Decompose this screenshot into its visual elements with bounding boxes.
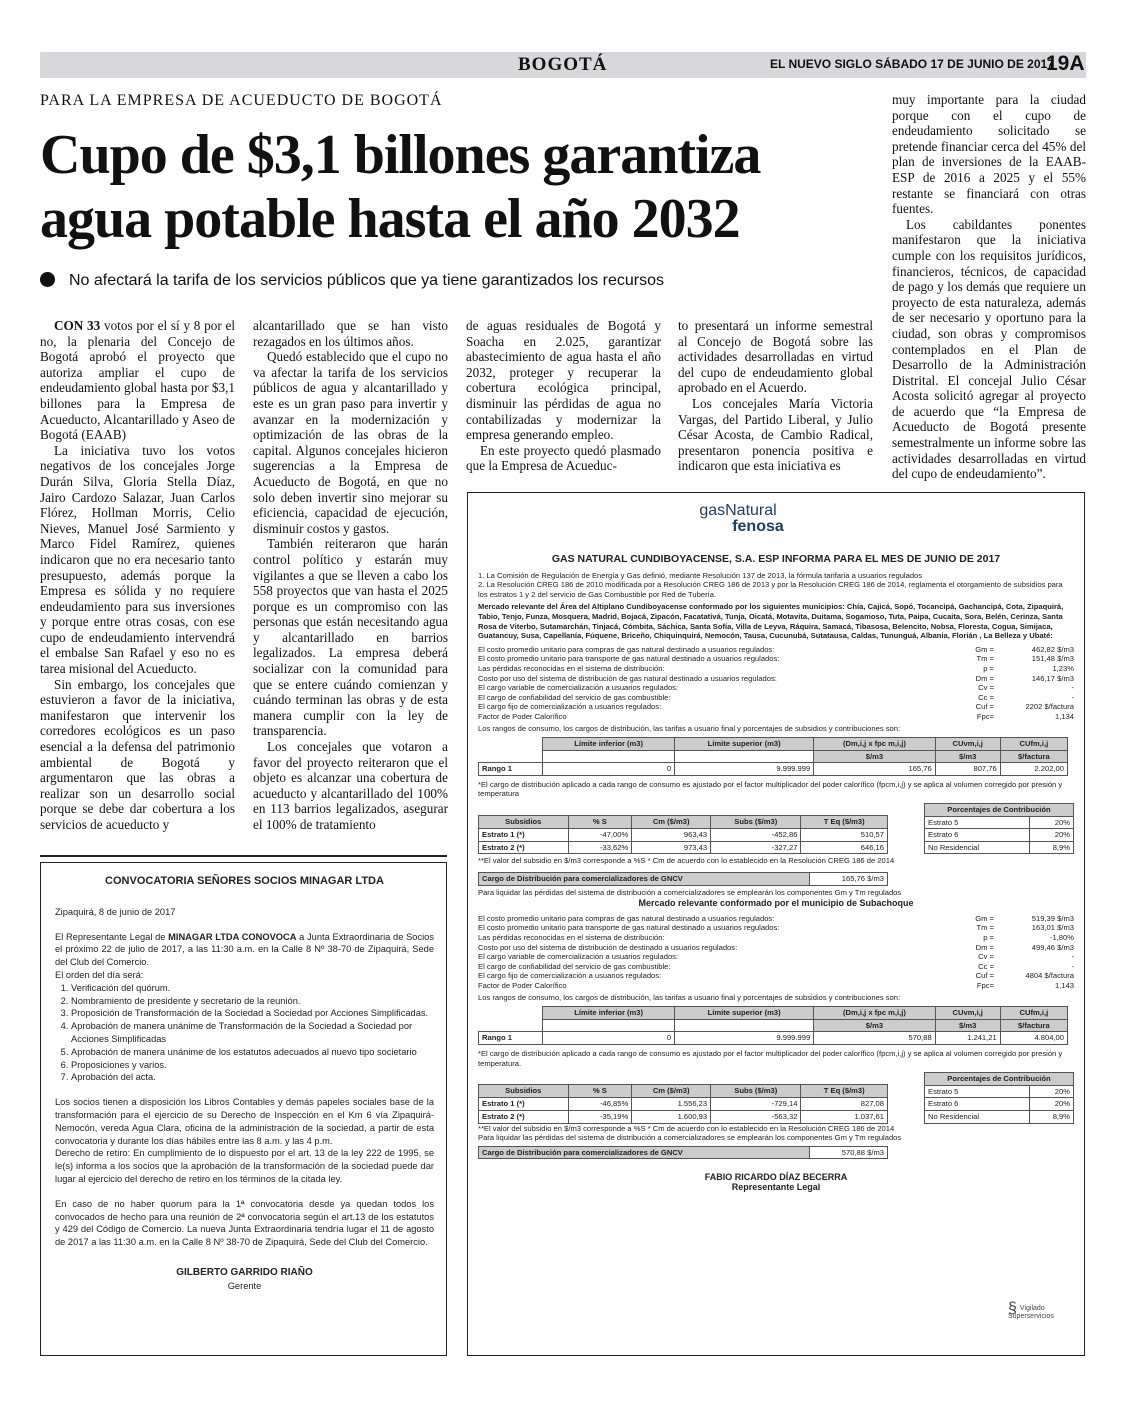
cost-value: - — [1071, 952, 1074, 962]
table-cell: 1.600,93 — [632, 1110, 711, 1123]
table-cell: 1.241,21 — [935, 1032, 1000, 1045]
table-cell: Estrato 5 — [925, 816, 1030, 829]
lead-words: CON 33 — [54, 318, 101, 333]
gncv-label-2: Cargo de Distribución para comercializadores de GNCV — [479, 1146, 810, 1159]
bullet-icon — [40, 272, 55, 287]
agenda-item: 2. Nombramiento de presidente y secretario de la reunión. — [71, 995, 434, 1008]
table-header-cell: (Dm,i,j x fpc m,i,j) — [814, 738, 936, 751]
col4-paragraph-2: Los concejales María Victoria Vargas, del Partido Liberal, y Julio César Acosta, de Cambio Radical, presentaron ponencia positiva e indicaron que esta iniciativa es — [678, 395, 873, 474]
table-cell: No Residencial — [925, 1110, 1030, 1123]
gas-rangos-text: Los rangos de consumo, los cargos de distribución, las tarifas a usuario final y porcentajes de subsidios y contribuciones son: — [478, 723, 901, 733]
gas-sub-note-1: **El valor del subsidio en $/m3 corresponde a %S * Cm de acuerdo con lo establecido en la Resolución CREG 186 de 2014 — [478, 856, 895, 866]
cost-symbol: Gm = — [975, 644, 994, 654]
gas-natural-notice — [467, 492, 1085, 1356]
cost-symbol: Cc = — [978, 961, 994, 971]
table-cell: 827,08 — [801, 1097, 888, 1110]
table-cell: 963,43 — [632, 828, 711, 841]
table-row — [479, 1110, 888, 1123]
cost-symbol: Gm = — [975, 913, 994, 923]
cost-value: 1,134 — [1054, 711, 1074, 721]
table-cell: -452,86 — [711, 828, 801, 841]
table-cell: 9.999.999 — [675, 763, 814, 776]
cost-label: El costo promedio unitario para transporte de gas natural destinado a usuarios regulados: — [478, 923, 780, 933]
table-header-cell: % S — [568, 816, 632, 829]
gas-mercado-1: Mercado relevante del Área del Altiplano Cundiboyacense conformado por los siguientes municipios: Chía, Cajicá, Sopó, Tocancipá, Gachancipá, Cota, Zipaquirá, Tabio, Tenjo, Funza, Mosquera, Madrid, Bojacá, Zipacón, Facatativá, Tunja, Oicatá, Motavita, Duitama, Sogamoso, Tuta, Paipa, Cucaita, Sora, Belén, Cerinza, Santa Rosa de Viterbo, Sutamarchán, Tinjacá, Cómbita, Sáchica, Santa Sofía, Villa de Leyva, Ráquira, Samacá, Tibasosa, Belencito, Nobsa, Floresta, Cogua, Simijaca, Guatancuy, Susa, Capellanía, Fúquene, Briceño, Chiquinquirá, Nemocón, Tausa, Cucunubá, Sutatausa, Caldas, Tununguá, Albania, Florián , La Belleza y Ubaté: — [478, 602, 1064, 641]
minagar-libros: Los socios tienen a disposición los Libros Contables y demás papeles sociales base de la transformación para el ejercicio de su Derecho de Inspección en el Km 6 vía Zipaquirá-Nemocón, vereda Agua Clara, oficina de la administración de la sociedad, a partir de esta convocatoria y durante los días hábiles entre las 8 a.m. y las 4 p.m. — [55, 1097, 434, 1146]
table-cell: 646,16 — [801, 841, 888, 854]
gas-rango-table-1 — [478, 737, 1068, 776]
cost-label: Las pérdidas reconocidas en el sistema de distribución: — [478, 933, 665, 942]
gas-mercado-2: Mercado relevante conformado por el municipio de Subachoque — [638, 898, 914, 909]
table-cell: 20% — [1030, 1085, 1074, 1098]
cost-row — [478, 702, 1074, 712]
gas-title: GAS NATURAL CUNDIBOYACENSE, S.A. ESP INFORMA PARA EL MES DE JUNIO DE 2017 — [551, 553, 1001, 565]
table-row — [925, 1110, 1074, 1123]
cost-row — [478, 645, 1074, 655]
agenda-item: 5. Aprobación de manera unánime de los estatutos adecuados al nuevo tipo societario — [71, 1046, 434, 1059]
table-units-cell: $/m3 — [935, 1019, 1000, 1032]
minagar-retiro: Derecho de retiro: En cumplimiento de lo dispuesto por el art. 13 de la ley 222 de 1995, se le(s) informa a los socios que la aprobación de la transformación de la sociedad puede dar lugar al ejercicio del derecho de retiro en los términos de la citada ley. — [55, 1148, 434, 1184]
table-header-cell: CUfm,i,j — [1000, 1007, 1067, 1020]
col2-paragraph-1: alcantarillado que se han visto rezagados en los últimos años. — [253, 318, 448, 349]
gas-contrib-table-2 — [924, 1072, 1074, 1123]
cost-value: 1,143 — [1054, 980, 1074, 990]
table-header-cell: Cm ($/m3) — [632, 1085, 711, 1098]
table-units-cell — [675, 750, 814, 763]
table-cell: 0 — [543, 1032, 675, 1045]
cost-row — [478, 693, 1074, 703]
gncv-label: Cargo de Distribución para comercializadores de GNCV — [479, 873, 810, 886]
table-cell: Rango 1 — [479, 763, 543, 776]
minagar-intro: El Representante Legal de MINAGAR LTDA CONOVOCA a Junta Extraordinaria de Socios el próximo 22 de julio de 2017, a las 11:30 a.m. en la Calle 8 Nº 38-70 de Zipaquirá, Sede del Club del Comercio. — [55, 931, 434, 968]
cost-value: - — [1071, 961, 1074, 971]
cost-value: 462,82 $/m3 — [1031, 644, 1074, 654]
table-header-cell — [479, 738, 543, 751]
table-header-cell: Límite superior (m3) — [675, 738, 814, 751]
table-header-row — [479, 1085, 888, 1098]
minagar-quorum: En caso de no haber quorum para la 1ª convocatoria desde ya quedan todos los convocados de hecho para una reunión de 2ª convocatoria según el art.13 de los estatutos y 429 del Código de Comercio. La nueva Junta Extraordinaria tendría lugar el 11 de agosto de 2017 a las 11:30 a.m. en la Calle 8 Nº 38-70 de Zipaquirá, Sede del Club del Comercio. — [55, 1198, 434, 1248]
table-header-cell: CUfm,i,j — [1000, 738, 1067, 751]
table-row — [925, 841, 1074, 854]
minagar-notice — [40, 862, 447, 1356]
table-units-cell — [675, 1019, 814, 1032]
cost-row — [478, 674, 1074, 684]
cost-row — [478, 952, 1074, 962]
table-cell: Estrato 2 (*) — [479, 841, 569, 854]
table-cell: -47,00% — [568, 828, 632, 841]
table-units-cell — [479, 750, 543, 763]
agenda-item: 4. Aprobación de manera unánime de Transformación de la Sociedad a Sociedad por Acciones Simplificadas — [71, 1020, 434, 1046]
cost-symbol: Cv = — [978, 952, 994, 962]
cost-symbol: Cuf = — [975, 702, 994, 712]
col3-paragraph-2: En este proyecto quedó plasmado que la Empresa de Acueduc- — [466, 442, 661, 474]
table-row — [925, 816, 1074, 829]
article-column-4 — [678, 318, 873, 474]
cost-symbol: Cuf = — [975, 971, 994, 981]
table-cell: 20% — [1030, 1098, 1074, 1111]
table-cell: 570,88 — [814, 1032, 936, 1045]
col4-paragraph-1: to presentará un informe semestral al Concejo de Bogotá sobre las actividades desarrolladas en virtud del cupo de endeudamiento global aprobado en el Acuerdo. — [678, 318, 873, 396]
cost-label: El cargo variable de comercialización a usuarios regulados: — [478, 683, 679, 693]
table-header-cell: Subs ($/m3) — [711, 1085, 801, 1098]
table-header-cell: (Dm,i,j x fpc m,i,j) — [814, 1007, 936, 1020]
col1-paragraph-1: votos por el sí y 8 por el no, la plenaria del Concejo de Bogotá aprobó el proyecto que autoriza ampliar el cupo de endeudamiento global hasta por $3,1 billones para la Empresa de Acueducto, Alcantarillado y Aseo de Bogotá (EAAB) — [40, 318, 235, 443]
agenda-item: 7. Aprobación del acta. — [71, 1071, 434, 1084]
table-cell: 2.202,00 — [1000, 763, 1067, 776]
article-column-1 — [40, 318, 235, 833]
table-units-cell — [479, 1019, 543, 1032]
gas-subsidy-table-2 — [478, 1084, 888, 1123]
col5-paragraph-2: Los cabildantes ponentes manifestaron que la iniciativa cumple con los requisitos jurídicos, financieros, técnicos, de capacidad de pago y los demás que requiere un proyecto de esta naturaleza, además de ser necesario y oportuno para la ciudad, son obras y compromisos contemplados en el Plan de Desarrollo de la Administración Distrital. El concejal Julio César Acosta solicitó agregar al proyecto de acuerdo que “la Empresa de Acueducto de Bogotá presente semestralmente un informe sobre las actividades desarrolladas en virtud del cupo de endeudamiento”. — [892, 216, 1086, 482]
table-row — [479, 763, 1068, 776]
article-column-5 — [892, 92, 1086, 482]
table-row — [479, 841, 888, 854]
table-cell: 807,76 — [935, 763, 1000, 776]
headline-line-2: agua potable hasta el año 2032 — [40, 188, 740, 250]
gas-costs-1 — [478, 645, 1074, 722]
table-cell: 973,43 — [632, 841, 711, 854]
agenda-item: 3. Proposición de Transformación de la Sociedad a Sociedad por Acciones Simplificadas. — [71, 1007, 434, 1020]
cost-value: 519,39 $/m3 — [1031, 913, 1074, 923]
table-cell: 165,76 — [814, 763, 936, 776]
table-header-cell: Porcentajes de Contribución — [925, 804, 1074, 817]
table-cell: 510,57 — [801, 828, 888, 841]
gncv-value-2: 570,88 $/m3 — [809, 1146, 887, 1159]
gas-costs-2 — [478, 914, 1074, 991]
cost-symbol: Tm = — [976, 923, 994, 933]
cost-symbol: Fpc= — [976, 711, 994, 721]
table-cell: 1.556,23 — [632, 1097, 711, 1110]
cost-label: El costo promedio unitario para compras de gas natural destinado a usuarios regulados: — [478, 913, 775, 923]
agenda-item: 1. Verificación del quórum. — [71, 982, 434, 995]
cost-symbol: p = — [983, 663, 994, 673]
table-cell: -33,62% — [568, 841, 632, 854]
col1-paragraph-2: La iniciativa tuvo los votos negativos de los concejales Jorge Durán Silva, Gloria Stella Díaz, Jairo Cardozo Salazar, Juan Carlos Flórez, Hollman Morris, Celio Nieves, Manuel José Sarmiento y Marco Fidel Ramírez, quienes indicaron que no era necesario tanto presupuesto, además porque la Empresa es sólida y no requiere endeudamiento para sus inversiones y porque entre otras cosas, con ese cupo de endeudamiento intervendrá el embalse San Rafael y eso no es tarea misional del Acueducto. — [40, 442, 235, 677]
table-header-cell: T Eq ($/m3) — [801, 1085, 888, 1098]
table-header-cell: Subs ($/m3) — [711, 816, 801, 829]
table-units-cell — [543, 750, 675, 763]
table-units-cell: $/m3 — [935, 750, 1000, 763]
table-units-cell: $/factura — [1000, 1019, 1067, 1032]
cost-value: 151,48 $/m3 — [1031, 654, 1074, 664]
table-header-cell: Límite inferior (m3) — [543, 1007, 675, 1020]
table-cell: 8,9% — [1030, 1110, 1074, 1123]
gas-gncv-table-2 — [478, 1146, 888, 1160]
gas-rangos-text-2: Los rangos de consumo, los cargos de distribución, las tarifas a usuario final y porcentajes de subsidios y contribuciones son: — [478, 992, 901, 1002]
table-header-row — [479, 738, 1068, 751]
cost-symbol: Dm = — [975, 942, 994, 952]
gas-gncv-table-1 — [478, 872, 888, 886]
table-cell: Estrato 1 (*) — [479, 1097, 569, 1110]
table-header-cell: CUvm,i,j — [935, 1007, 1000, 1020]
table-units-cell: $/m3 — [814, 1019, 936, 1032]
cost-label: El costo promedio unitario para compras de gas natural destinado a usuarios regulados: — [478, 644, 775, 654]
subhead-text: No afectará la tarifa de los servicios públicos que ya tiene garantizados los recursos — [69, 272, 664, 289]
table-header-row — [479, 1007, 1068, 1020]
table-row — [479, 1032, 1068, 1045]
cost-label: Las pérdidas reconocidas en el sistema de distribución: — [478, 663, 665, 673]
table-cell: 9.999.999 — [675, 1032, 814, 1045]
cost-row — [478, 683, 1074, 693]
table-cell: No Residencial — [925, 841, 1030, 854]
table-cell: 1.037,61 — [801, 1110, 888, 1123]
cost-value: 2202 $/factura — [1025, 702, 1074, 712]
col5-paragraph-1: muy importante para la ciudad porque con el cupo de endeudamiento solicitado se pretende financiar cerca del 45% del plan de inversiones de la EAAB-ESP de 2016 a 2025 y el 55% restante se financiará con otras fuentes. — [892, 92, 1086, 217]
cost-value: - — [1071, 692, 1074, 702]
gas-contrib-table-1 — [924, 803, 1074, 854]
cost-label: El cargo de confiabilidad del servicio de gas combustible: — [478, 692, 671, 702]
table-cell: 4.804,00 — [1000, 1032, 1067, 1045]
cost-symbol: Cc = — [978, 692, 994, 702]
cost-value: 163,01 $/m3 — [1031, 923, 1074, 933]
cost-symbol: Tm = — [976, 654, 994, 664]
article-headline — [40, 123, 870, 251]
table-row — [925, 829, 1074, 842]
article-subhead — [40, 272, 880, 290]
cost-value: -1,80% — [1049, 933, 1074, 942]
cost-row — [478, 943, 1074, 953]
gas-perdidas-note-2: Para liquidar las pérdidas del sistema de distribución a comercializadores se emplearán los componentes Gm y Tm regulados — [478, 1133, 902, 1143]
article-column-2 — [253, 318, 448, 833]
table-header-cell: T Eq ($/m3) — [801, 816, 888, 829]
cost-label: Costo por uso del sistema de distribución de gas natural destinado a usuarios regulados: — [478, 673, 777, 683]
table-cell: -46,85% — [568, 1097, 632, 1110]
table-header-cell: Subsidios — [479, 1085, 569, 1098]
table-cell: Estrato 2 (*) — [479, 1110, 569, 1123]
table-row — [479, 1097, 888, 1110]
table-header-cell — [479, 1007, 543, 1020]
table-cell: Estrato 6 — [925, 1098, 1030, 1111]
page-number: 19A — [1046, 52, 1085, 75]
gas-perdidas-note: Para liquidar las pérdidas del sistema de distribución a comercializadores se emplearán los componentes Gm y Tm regulados — [478, 887, 902, 897]
col1-paragraph-3: Sin embargo, los concejales que estuvieron a favor de la iniciativa, manifestaron que intervenir los corredores ecológicos es un paso esencial a la defensa del patrimonio ambiental de Bogotá y argumentaron que las obras a realizar son un desarrollo social porque se debe dar cobertura a los servicios de acueducto y — [40, 676, 235, 832]
table-units-row — [479, 750, 1068, 763]
minagar-orden: El orden del día será: — [55, 969, 144, 980]
gas-signer: FABIO RICARDO DÍAZ BECERRA — [704, 1172, 848, 1183]
table-cell: -327,27 — [711, 841, 801, 854]
cost-row — [478, 962, 1074, 972]
table-row — [925, 1085, 1074, 1098]
cost-label: El cargo fijo de comercialización a usuarios regulados: — [478, 971, 662, 981]
gas-note-2: 2. La Resolución CREG 186 de 2010 modificada por a Resolución CREG 186 de 2013 y por la Resolución CREG 186 de 2014, reglamenta el otorgamiento de subsidios para los estratos 1 y 2 del servicio de Gas Combustible por Red de Tubería. — [478, 580, 1063, 599]
table-header-cell: Cm ($/m3) — [632, 816, 711, 829]
table-units-cell — [543, 1019, 675, 1032]
table-header-cell: Límite superior (m3) — [675, 1007, 814, 1020]
table-units-row — [479, 1019, 1068, 1032]
table-cell: 8,9% — [1030, 841, 1074, 854]
cost-label: Factor de Poder Calorífico — [478, 711, 567, 721]
cost-row — [478, 971, 1074, 981]
cost-row — [478, 654, 1074, 664]
cost-row — [478, 923, 1074, 933]
table-cell: Estrato 5 — [925, 1085, 1030, 1098]
cost-label: El cargo fijo de comercialización a usuarios regulados: — [478, 702, 662, 712]
table-cell: Estrato 1 (*) — [479, 828, 569, 841]
minagar-title: CONVOCATORIA SEÑORES SOCIOS MINAGAR LTDA — [105, 875, 384, 887]
table-units-cell: $/factura — [1000, 750, 1067, 763]
divider — [40, 855, 447, 857]
article-kicker: PARA LA EMPRESA DE ACUEDUCTO DE BOGOTÁ — [40, 92, 443, 109]
table-cell: -729,14 — [711, 1097, 801, 1110]
col2-paragraph-4: Los concejales que votaron a favor del proyecto reiteraron que el objeto es alcanzar una cobertura de acueducto y alcantarillado del 100% en 113 barrios legalizados, asegurar el 100% de tratamiento — [253, 739, 448, 832]
table-header-row — [925, 1073, 1074, 1086]
table-cell: -563,32 — [711, 1110, 801, 1123]
cost-row — [478, 664, 1074, 674]
gas-signer-role: Representante Legal — [731, 1181, 821, 1192]
cost-label: El costo promedio unitario para transporte de gas natural destinado a usuarios regulados: — [478, 654, 780, 664]
col2-paragraph-3: También reiteraron que harán control político y estarán muy vigilantes a que se lleven a cabo los 558 proyectos que van hasta el 2025 porque es un compromiso con las personas que están necesitando agua y alcantarillado en barrios legalizados. La empresa deberá socializar con la comunidad para que se entere cuándo comienzan y cuándo terminan las obras y de esta manera cumplir con la ley de transparencia. — [253, 536, 448, 739]
cost-row — [478, 981, 1074, 991]
vigilado-superservicios-logo: § Vigilado Superservicios — [1008, 1300, 1054, 1320]
agenda-item: 6. Proposiciones y varios. — [71, 1059, 434, 1072]
gas-rango-table-2 — [478, 1006, 1068, 1045]
gncv-value: 165,76 $/m3 — [809, 873, 887, 886]
date-line: EL NUEVO SIGLO SÁBADO 17 DE JUNIO DE 2017 — [770, 57, 1054, 71]
table-cell: Rango 1 — [479, 1032, 543, 1045]
table-cell: Estrato 6 — [925, 829, 1030, 842]
gas-subsidy-table-1 — [478, 815, 888, 854]
cost-value: 146,17 $/m3 — [1031, 673, 1074, 683]
col3-paragraph-1: de aguas residuales de Bogotá y Soacha en 2.025, garantizar abastecimiento de agua hasta el año 2032, proteger y recuperar la cobertura ecológica principal, disminuir las pérdidas de agua no contabilizadas y modernizar la empresa generando empleo. — [466, 318, 661, 443]
cost-value: 1,23% — [1052, 663, 1074, 673]
cost-symbol: Cv = — [978, 683, 994, 693]
table-header-cell: % S — [568, 1085, 632, 1098]
minagar-signer-role: Gerente — [227, 1280, 262, 1291]
cost-value: - — [1071, 683, 1074, 693]
table-cell: 20% — [1030, 816, 1074, 829]
article-column-3 — [466, 318, 661, 474]
table-header-row — [925, 804, 1074, 817]
cost-label: Costo por uso del sistema de distribución de destinado a usuarios regulados: — [478, 942, 738, 952]
cost-label: El cargo de confiabilidad del servicio de gas combustible: — [478, 961, 671, 971]
section-name: BOGOTÁ — [518, 54, 608, 75]
minagar-agenda — [55, 982, 434, 1084]
cost-row — [478, 712, 1074, 722]
cost-symbol: p = — [983, 933, 994, 942]
minagar-signer: GILBERTO GARRIDO RIAÑO — [176, 1266, 313, 1278]
cost-symbol: Dm = — [975, 673, 994, 683]
table-header-cell: CUvm,i,j — [935, 738, 1000, 751]
cost-row — [478, 933, 1074, 943]
table-row — [479, 828, 888, 841]
col2-paragraph-2: Quedó establecido que el cupo no va afectar la tarifa de los servicios públicos de agua y alcantarillado y este es un gran paso para invertir y avanzar en la modernización y optimización de las obras de la capital. Algunos concejales hicieron sugerencias a la Empresa de Acueducto de Bogotá, en que no solo deben invertir sino mejorar su eficiencia, capacidad de ejecución, disminuir costos y gastos. — [253, 349, 448, 536]
table-row — [925, 1098, 1074, 1111]
table-header-cell: Subsidios — [479, 816, 569, 829]
superservicios-icon: § — [1008, 1300, 1017, 1317]
gas-note-1: 1. La Comisión de Regulación de Energía y Gas definió, mediante Resolución 137 de 2013, la fórmula tarifaria a usuarios regulados — [478, 570, 923, 580]
table-cell: -35,19% — [568, 1110, 632, 1123]
cost-row — [478, 914, 1074, 924]
table-header-cell: Límite inferior (m3) — [543, 738, 675, 751]
table-units-cell: $/m3 — [814, 750, 936, 763]
cost-value: 499,46 $/m3 — [1031, 942, 1074, 952]
cost-value: 4804 $/factura — [1025, 971, 1074, 981]
gas-cargo-note-2: *El cargo de distribución aplicado a cada rango de consumo es ajustado por el factor multiplicador del poder calorífico (fpcm,i,j) y se aplica al volumen corregido por presión y temperatura. — [478, 1048, 1063, 1068]
gas-cargo-note-1: *El cargo de distribución aplicado a cada rango de consumo es ajustado por el factor multiplicador del poder calorífico (fpcm,i,j) y se aplica al volumen corregido por presión y temperatura — [478, 779, 1063, 799]
gas-sub-note-2: **El valor del subsidio en $/m3 corresponde a %S * Cm de acuerdo con lo establecido en la Resolución CREG 186 de 2014 — [478, 1123, 895, 1133]
minagar-date: Zipaquirá, 8 de junio de 2017 — [55, 906, 176, 917]
cost-label: El cargo variable de comercialización a usuarios regulados: — [478, 952, 679, 962]
gas-natural-logo: gasNatural fenosa — [699, 502, 784, 535]
table-header-row — [479, 816, 888, 829]
headline-line-1: Cupo de $3,1 billones garantiza — [40, 124, 761, 186]
table-cell: 0 — [543, 763, 675, 776]
table-cell: 20% — [1030, 829, 1074, 842]
cost-symbol: Fpc= — [976, 980, 994, 990]
table-header-cell: Porcentajes de Contribución — [925, 1073, 1074, 1086]
cost-label: Factor de Poder Calorífico — [478, 980, 567, 990]
